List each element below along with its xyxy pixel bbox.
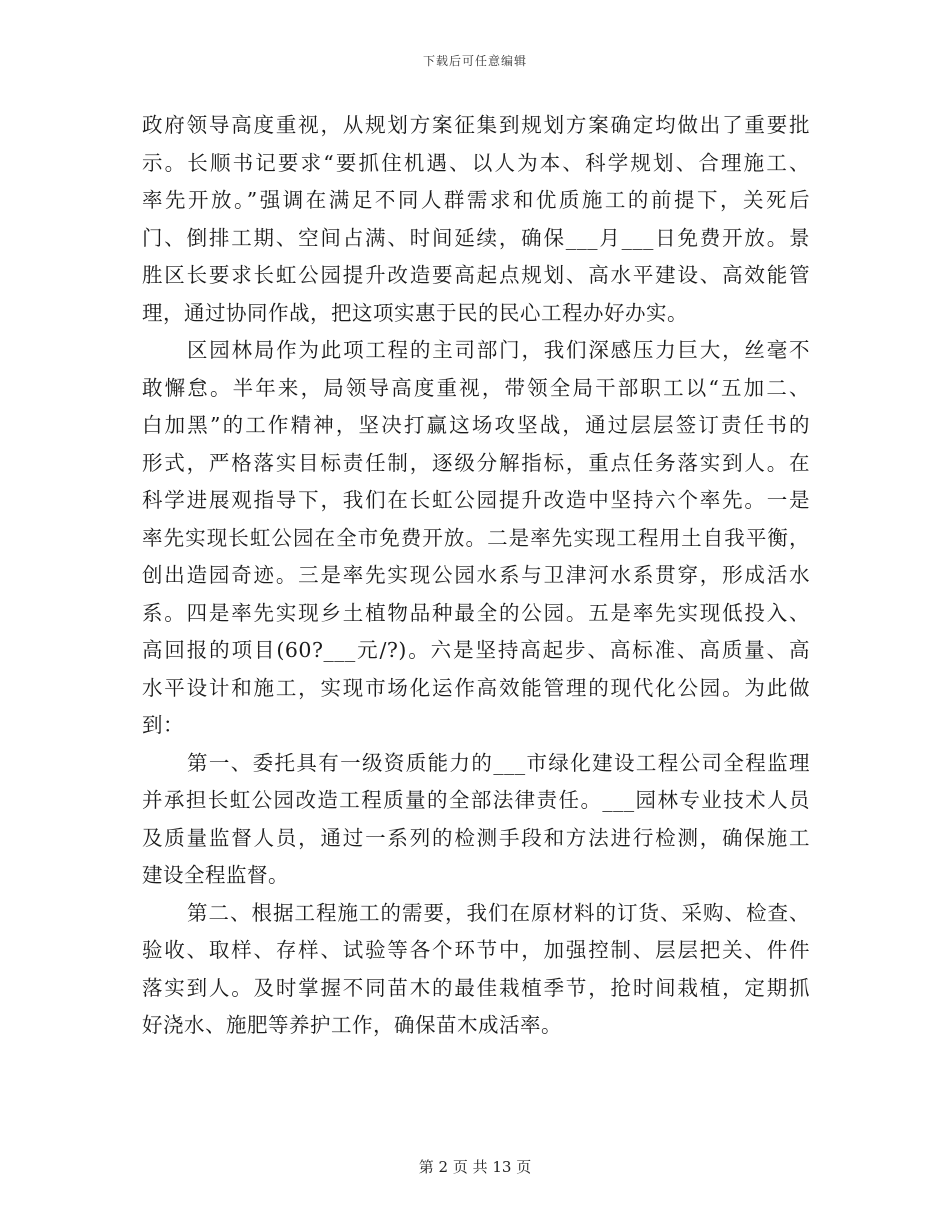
paragraph-first-line: 第二、根据工程施工的需要，我们在原材料的订货、采购、检查、 (187, 900, 810, 925)
text-line: 验收、取样、存样、试验等各个环节中，加强控制、层层把关、件件 (142, 938, 810, 962)
text-line: 到： (142, 713, 184, 737)
text-line: 率先实现长虹公园在全市免费开放。二是率先实现工程用土自我平衡， (142, 525, 810, 550)
text-line: 好浇水、施肥等养护工作，确保苗木成活率。 (142, 1013, 562, 1037)
text-line: 门、倒排工期、空间占满、时间延续，确保___月___日免费开放。景 (142, 225, 810, 250)
text-line: 落实到人。及时掌握不同苗木的最佳栽植季节，抢时间栽植，定期抓 (142, 975, 810, 1000)
text-line: 理，通过协同作战，把这项实惠于民的民心工程办好办实。 (142, 300, 688, 325)
text-line: 示。长顺书记要求“要抓住机遇、以人为本、科学规划、合理施工、 (142, 150, 810, 175)
text-line: 科学进展观指导下，我们在长虹公园提升改造中坚持六个率先。一是 (142, 488, 810, 512)
text-line: 形式，严格落实目标责任制，逐级分解指标，重点任务落实到人。在 (142, 450, 810, 475)
paragraph-first-line: 区园林局作为此项工程的主司部门，我们深感压力巨大，丝毫不 (187, 338, 810, 362)
text-line: 并承担长虹公园改造工程质量的全部法律责任。___园林专业技术人员 (142, 788, 810, 812)
page-header: 下载后可任意编辑 (422, 54, 527, 68)
text-line: 水平设计和施工，实现市场化运作高效能管理的现代化公园。为此做 (142, 675, 810, 700)
text-line: 白加黑”的工作精神，坚决打赢这场攻坚战，通过层层签订责任书的 (142, 413, 810, 437)
text-line: 敢懈怠。半年来，局领导高度重视，带领全局干部职工以“五加二、 (142, 375, 810, 400)
text-line: 创出造园奇迹。三是率先实现公园水系与卫津河水系贯穿，形成活水 (142, 563, 810, 587)
text-line: 胜区长要求长虹公园提升改造要高起点规划、高水平建设、高效能管 (142, 263, 810, 287)
paragraph-first-line: 第一、委托具有一级资质能力的___市绿化建设工程公司全程监理 (187, 750, 810, 775)
text-line: 率先开放。”强调在满足不同人群需求和优质施工的前提下，关死后 (142, 188, 810, 212)
text-line: 建设全程监督。 (142, 863, 289, 887)
document-body (142, 107, 810, 1045)
text-line: 及质量监督人员，通过一系列的检测手段和方法进行检测，确保施工 (142, 825, 810, 850)
text-line: 高回报的项目(60?___元/?)。六是坚持高起步、高标准、高质量、高 (142, 638, 810, 662)
text-line: 系。四是率先实现乡土植物品种最全的公园。五是率先实现低投入、 (142, 600, 810, 625)
page-footer: 第 2 页 共 13 页 (418, 1158, 532, 1176)
text-line: 政府领导高度重视，从规划方案征集到规划方案确定均做出了重要批 (142, 113, 810, 137)
